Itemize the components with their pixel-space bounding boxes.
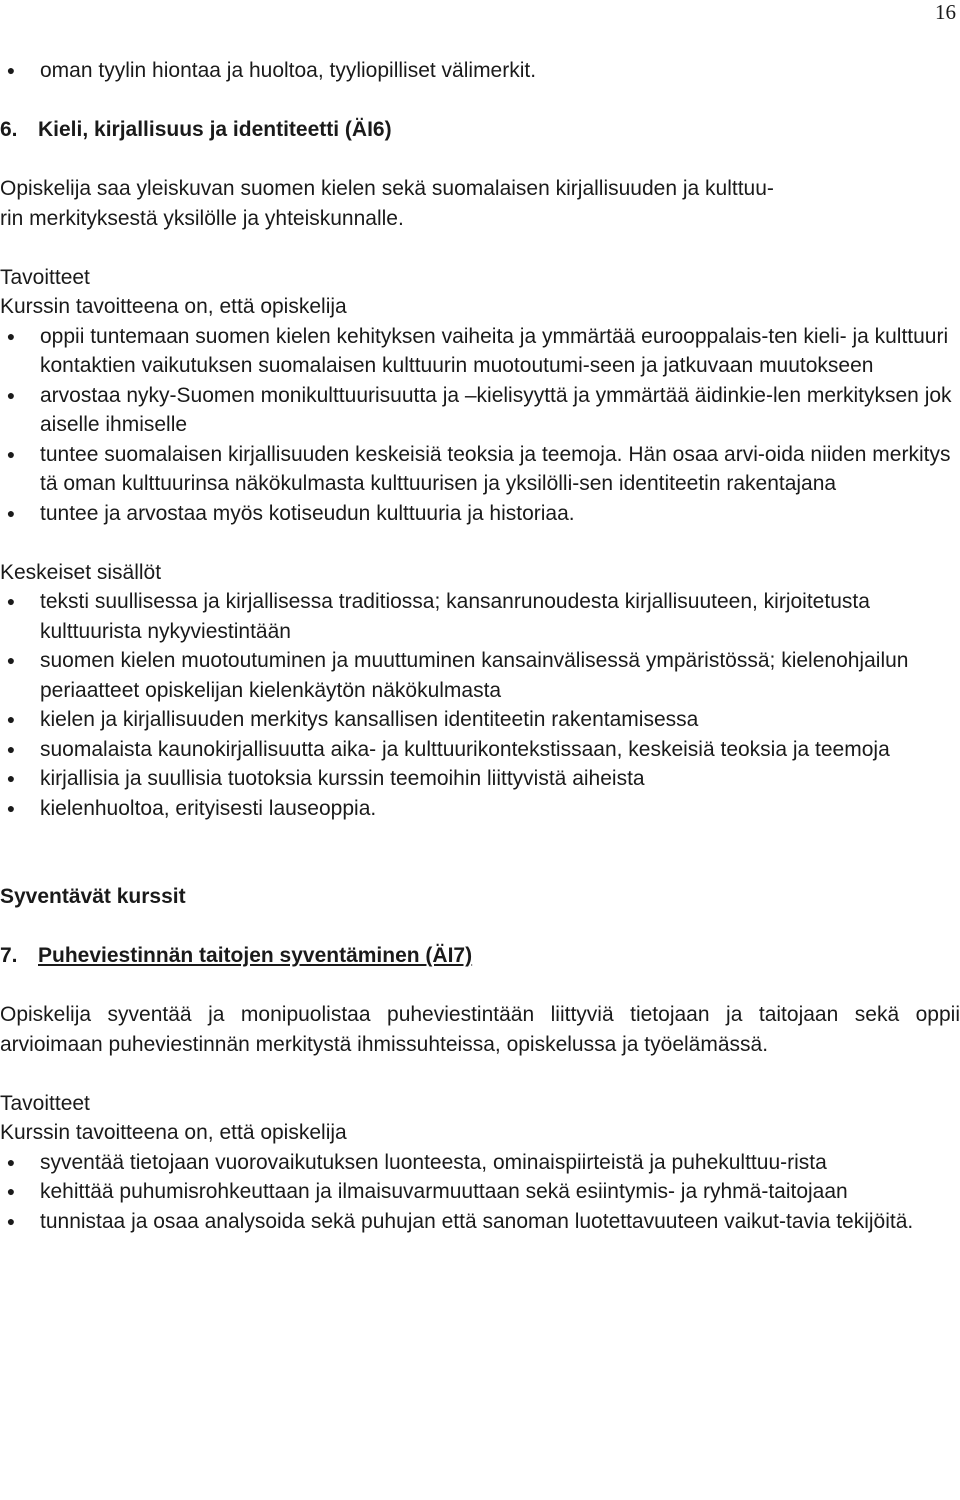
section-6-description-line2: rin merkityksestä yksilölle ja yhteiskunnalle. — [0, 206, 404, 230]
bullet-icon: ● — [6, 1153, 16, 1170]
section-6-title: Kieli, kirjallisuus ja identiteetti (ÄI6) — [38, 118, 392, 141]
list-item-text: oman tyylin hiontaa ja huoltoa, tyyliopilliset välimerkit. — [40, 59, 537, 82]
list-item — [0, 646, 960, 705]
section-6-goals-heading: Tavoitteet — [0, 265, 90, 289]
list-item-text: tuntee suomalaisen kirjallisuuden keskeisiä teoksia ja teemoja. Hän osaa arvi-oida niiden merkitystä oman kulttuurinsa näkökulmasta kulttuurisen ja yksilölli-sen identiteetin rakentajana — [40, 442, 951, 495]
list-item-text: oppii tuntemaan suomen kielen kehityksen vaiheita ja ymmärtää eurooppalais-ten kieli- ja kulttuurikontaktien vaikutuksen suomalaisen kulttuurin muotoutumi-seen ja jatkuvaan muutokseen — [40, 324, 949, 377]
list-item-text: kielenhuoltoa, erityisesti lauseoppia. — [40, 796, 377, 820]
list-item-text: suomen kielen muotoutuminen ja muuttuminen kansainvälisessä ympäristössä; kielenohjailun periaatteet opiskelijan kielenkäytön näkökulmasta — [40, 649, 909, 702]
section-7-heading — [0, 941, 960, 971]
list-item-text: kielen ja kirjallisuuden merkitys kansallisen identiteetin rakentamisessa — [40, 708, 699, 731]
section-6-number: 6. — [0, 118, 18, 141]
section-7-number: 7. — [0, 944, 18, 967]
list-item — [0, 499, 960, 529]
advanced-courses-heading: Syventävät kurssit — [0, 885, 186, 908]
list-item — [0, 381, 960, 440]
section-6-goals-intro: Kurssin tavoitteena on, että opiskelija — [0, 295, 347, 318]
bullet-icon: ● — [6, 327, 16, 344]
list-item — [0, 1207, 960, 1237]
section-7-description: Opiskelija syventää ja monipuolistaa puheviestintään liittyviä tietojaan ja taitojaan sekä oppii arvioimaan puheviestinnän merkitystä ihmissuhteissa, opiskelussa ja työelämässä. — [0, 1003, 960, 1056]
bullet-icon: ● — [6, 740, 16, 757]
intro-bullet-list — [0, 56, 960, 86]
document-body — [0, 56, 960, 1236]
section-6-heading — [0, 115, 960, 145]
list-item — [0, 1148, 960, 1178]
list-item-text: tuntee ja arvostaa myös kotiseudun kulttuuria ja historiaa. — [40, 501, 575, 525]
list-item — [0, 705, 960, 735]
page-number: 16 — [935, 0, 956, 24]
list-item-text: tunnistaa ja osaa analysoida sekä puhujan että sanoman luotettavuuteen vaikut-tavia tekijöitä. — [40, 1209, 914, 1233]
list-item — [0, 322, 960, 381]
section-7-goals-heading: Tavoitteet — [0, 1091, 90, 1115]
list-item-text: kehittää puhumisrohkeuttaan ja ilmaisuvarmuuttaan sekä esiintymis- ja ryhmä-taitojaan — [40, 1180, 848, 1203]
bullet-icon: ● — [6, 711, 16, 727]
list-item-text: kirjallisia ja suullisia tuotoksia kurssin teemoihin liittyvistä aiheista — [40, 767, 645, 790]
section-6-contents-heading: Keskeiset sisällöt — [0, 560, 162, 584]
section-6-description-line1: Opiskelija saa yleiskuvan suomen kielen sekä suomalaisen kirjallisuuden ja kulttuu- — [0, 177, 774, 200]
section-7-title: Puheviestinnän taitojen syventäminen (ÄI7) — [38, 944, 473, 967]
list-item-text: suomalaista kaunokirjallisuutta aika- ja kulttuurikontekstissaan, keskeisiä teoksia ja teemoja — [40, 737, 890, 761]
list-item — [0, 794, 960, 824]
list-item-text: teksti suullisessa ja kirjallisessa traditiossa; kansanrunoudesta kirjallisuuteen, kirjoitetusta kulttuurista nykyviestintään — [40, 590, 870, 643]
section-6-contents-list — [0, 587, 960, 823]
section-6-goals-list — [0, 322, 960, 529]
list-item — [0, 440, 960, 499]
bullet-icon: ● — [6, 1212, 16, 1229]
list-item-text: syventää tietojaan vuorovaikutuksen luonteesta, ominaispiirteistä ja puhekulttuu-rista — [40, 1150, 827, 1174]
bullet-icon: ● — [6, 652, 16, 668]
list-item — [0, 1177, 960, 1207]
section-6-description — [0, 174, 960, 233]
bullet-icon: ● — [6, 799, 16, 816]
bullet-icon: ● — [6, 770, 16, 786]
bullet-icon: ● — [6, 504, 16, 521]
bullet-icon: ● — [6, 386, 16, 403]
bullet-icon: ● — [6, 445, 16, 462]
bullet-icon: ● — [6, 62, 16, 78]
list-item — [0, 587, 960, 646]
list-item — [0, 56, 960, 86]
list-item — [0, 764, 960, 794]
list-item-text: arvostaa nyky-Suomen monikulttuurisuutta ja –kielisyyttä ja ymmärtää äidinkie-len merkityksen jokaiselle ihmiselle — [40, 383, 952, 436]
section-7-goals-intro: Kurssin tavoitteena on, että opiskelija — [0, 1121, 347, 1144]
section-7-goals-list — [0, 1148, 960, 1237]
bullet-icon: ● — [6, 593, 16, 609]
bullet-icon: ● — [6, 1183, 16, 1199]
list-item — [0, 735, 960, 765]
